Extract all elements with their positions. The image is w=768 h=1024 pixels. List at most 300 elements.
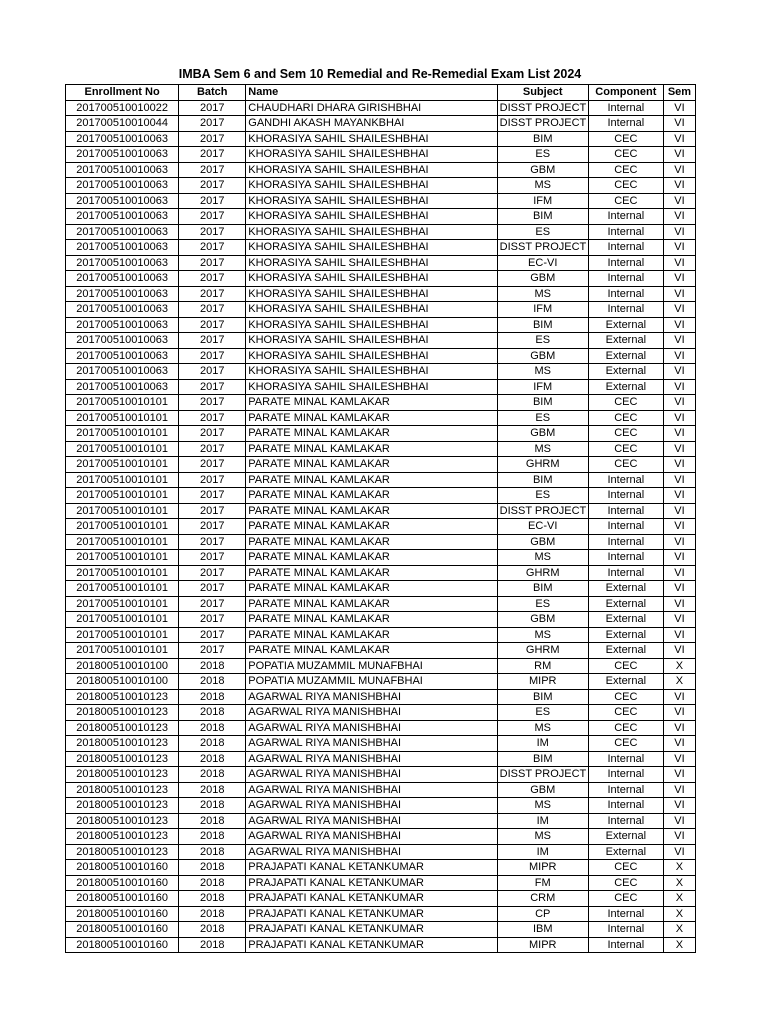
component-cell: Internal — [588, 472, 663, 488]
name-cell: GANDHI AKASH MAYANKBHAI — [246, 116, 497, 132]
name-cell: PARATE MINAL KAMLAKAR — [246, 643, 497, 659]
sem-cell: VI — [663, 441, 695, 457]
batch-cell: 2017 — [179, 147, 246, 163]
sem-cell: VI — [663, 503, 695, 519]
subject-cell: DISST PROJECT — [497, 767, 588, 783]
sem-cell: VI — [663, 581, 695, 597]
table-row — [66, 736, 696, 752]
table-row — [66, 534, 696, 550]
component-cell: Internal — [588, 519, 663, 535]
name-cell: POPATIA MUZAMMIL MUNAFBHAI — [246, 674, 497, 690]
enrollment-no-cell: 201700510010063 — [66, 271, 179, 287]
subject-cell: MS — [497, 829, 588, 845]
sem-cell: VI — [663, 782, 695, 798]
batch-cell: 2017 — [179, 581, 246, 597]
enrollment-no-cell: 201700510010101 — [66, 395, 179, 411]
subject-cell: IFM — [497, 193, 588, 209]
subject-cell: MS — [497, 286, 588, 302]
sem-cell: VI — [663, 240, 695, 256]
batch-cell: 2017 — [179, 116, 246, 132]
table-row — [66, 782, 696, 798]
name-cell: PARATE MINAL KAMLAKAR — [246, 503, 497, 519]
name-cell: PARATE MINAL KAMLAKAR — [246, 426, 497, 442]
batch-cell: 2017 — [179, 240, 246, 256]
table-row — [66, 798, 696, 814]
name-cell: PRAJAPATI KANAL KETANKUMAR — [246, 891, 497, 907]
enrollment-no-cell: 201700510010101 — [66, 519, 179, 535]
batch-cell: 2017 — [179, 162, 246, 178]
component-cell: Internal — [588, 565, 663, 581]
table-row — [66, 116, 696, 132]
enrollment-no-cell: 201800510010160 — [66, 891, 179, 907]
sem-cell: X — [663, 906, 695, 922]
enrollment-no-cell: 201700510010063 — [66, 209, 179, 225]
component-cell: CEC — [588, 720, 663, 736]
subject-cell: MS — [497, 441, 588, 457]
batch-cell: 2018 — [179, 875, 246, 891]
name-cell: KHORASIYA SAHIL SHAILESHBHAI — [246, 317, 497, 333]
subject-cell: ES — [497, 596, 588, 612]
sem-cell: VI — [663, 829, 695, 845]
name-cell: KHORASIYA SAHIL SHAILESHBHAI — [246, 348, 497, 364]
component-cell: Internal — [588, 209, 663, 225]
batch-cell: 2017 — [179, 596, 246, 612]
sem-cell: VI — [663, 534, 695, 550]
sem-cell: VI — [663, 317, 695, 333]
component-cell: External — [588, 596, 663, 612]
batch-cell: 2018 — [179, 798, 246, 814]
name-cell: AGARWAL RIYA MANISHBHAI — [246, 813, 497, 829]
subject-cell: IBM — [497, 922, 588, 938]
subject-cell: GHRM — [497, 457, 588, 473]
table-row — [66, 193, 696, 209]
enrollment-no-cell: 201700510010063 — [66, 193, 179, 209]
enrollment-no-cell: 201700510010101 — [66, 565, 179, 581]
sem-cell: VI — [663, 395, 695, 411]
component-cell: Internal — [588, 767, 663, 783]
name-cell: PARATE MINAL KAMLAKAR — [246, 457, 497, 473]
name-cell: KHORASIYA SAHIL SHAILESHBHAI — [246, 209, 497, 225]
component-cell: External — [588, 612, 663, 628]
name-cell: KHORASIYA SAHIL SHAILESHBHAI — [246, 224, 497, 240]
name-cell: PARATE MINAL KAMLAKAR — [246, 488, 497, 504]
table-row — [66, 612, 696, 628]
subject-cell: MS — [497, 550, 588, 566]
sem-cell: VI — [663, 271, 695, 287]
subject-cell: MS — [497, 798, 588, 814]
batch-cell: 2018 — [179, 937, 246, 953]
enrollment-no-cell: 201700510010101 — [66, 426, 179, 442]
subject-cell: IM — [497, 844, 588, 860]
enrollment-no-cell: 201800510010123 — [66, 798, 179, 814]
component-cell: Internal — [588, 100, 663, 116]
component-cell: CEC — [588, 441, 663, 457]
batch-cell: 2017 — [179, 550, 246, 566]
component-cell: Internal — [588, 798, 663, 814]
subject-cell: ES — [497, 705, 588, 721]
table-body — [66, 100, 696, 953]
sem-cell: VI — [663, 131, 695, 147]
batch-cell: 2017 — [179, 178, 246, 194]
sem-cell: VI — [663, 519, 695, 535]
sem-cell: VI — [663, 720, 695, 736]
batch-cell: 2018 — [179, 829, 246, 845]
enrollment-no-cell: 201800510010160 — [66, 875, 179, 891]
table-row — [66, 426, 696, 442]
component-cell: Internal — [588, 751, 663, 767]
enrollment-no-cell: 201800510010123 — [66, 689, 179, 705]
table-row — [66, 286, 696, 302]
header-enrollment-no: Enrollment No — [66, 85, 179, 101]
component-cell: CEC — [588, 705, 663, 721]
name-cell: PARATE MINAL KAMLAKAR — [246, 612, 497, 628]
table-row — [66, 751, 696, 767]
enrollment-no-cell: 201700510010101 — [66, 534, 179, 550]
subject-cell: MIPR — [497, 860, 588, 876]
component-cell: Internal — [588, 224, 663, 240]
sem-cell: VI — [663, 844, 695, 860]
sem-cell: VI — [663, 193, 695, 209]
name-cell: AGARWAL RIYA MANISHBHAI — [246, 720, 497, 736]
enrollment-no-cell: 201700510010101 — [66, 457, 179, 473]
batch-cell: 2018 — [179, 720, 246, 736]
batch-cell: 2017 — [179, 379, 246, 395]
table-row — [66, 581, 696, 597]
enrollment-no-cell: 201800510010160 — [66, 922, 179, 938]
name-cell: PARATE MINAL KAMLAKAR — [246, 472, 497, 488]
table-row — [66, 379, 696, 395]
sem-cell: VI — [663, 426, 695, 442]
subject-cell: IM — [497, 736, 588, 752]
table-row — [66, 643, 696, 659]
name-cell: KHORASIYA SAHIL SHAILESHBHAI — [246, 333, 497, 349]
table-row — [66, 441, 696, 457]
sem-cell: VI — [663, 767, 695, 783]
table-row — [66, 302, 696, 318]
sem-cell: VI — [663, 100, 695, 116]
name-cell: KHORASIYA SAHIL SHAILESHBHAI — [246, 364, 497, 380]
name-cell: PRAJAPATI KANAL KETANKUMAR — [246, 875, 497, 891]
table-row — [66, 178, 696, 194]
component-cell: CEC — [588, 147, 663, 163]
subject-cell: BIM — [497, 209, 588, 225]
enrollment-no-cell: 201700510010101 — [66, 410, 179, 426]
enrollment-no-cell: 201800510010123 — [66, 782, 179, 798]
header-name: Name — [246, 85, 497, 101]
component-cell: External — [588, 581, 663, 597]
enrollment-no-cell: 201700510010063 — [66, 240, 179, 256]
table-row — [66, 937, 696, 953]
batch-cell: 2018 — [179, 751, 246, 767]
enrollment-no-cell: 201700510010063 — [66, 255, 179, 271]
sem-cell: VI — [663, 705, 695, 721]
table-row — [66, 364, 696, 380]
name-cell: PARATE MINAL KAMLAKAR — [246, 596, 497, 612]
batch-cell: 2018 — [179, 658, 246, 674]
sem-cell: VI — [663, 751, 695, 767]
batch-cell: 2017 — [179, 488, 246, 504]
name-cell: PARATE MINAL KAMLAKAR — [246, 519, 497, 535]
component-cell: CEC — [588, 193, 663, 209]
component-cell: External — [588, 627, 663, 643]
table-row — [66, 209, 696, 225]
name-cell: POPATIA MUZAMMIL MUNAFBHAI — [246, 658, 497, 674]
sem-cell: X — [663, 860, 695, 876]
component-cell: Internal — [588, 813, 663, 829]
enrollment-no-cell: 201800510010123 — [66, 736, 179, 752]
table-row — [66, 720, 696, 736]
subject-cell: IFM — [497, 379, 588, 395]
component-cell: CEC — [588, 875, 663, 891]
name-cell: KHORASIYA SAHIL SHAILESHBHAI — [246, 286, 497, 302]
subject-cell: BIM — [497, 317, 588, 333]
table-header-row — [66, 85, 696, 101]
table-row — [66, 813, 696, 829]
component-cell: External — [588, 674, 663, 690]
subject-cell: EC-VI — [497, 519, 588, 535]
enrollment-no-cell: 201700510010063 — [66, 379, 179, 395]
table-row — [66, 658, 696, 674]
subject-cell: GBM — [497, 426, 588, 442]
component-cell: CEC — [588, 410, 663, 426]
enrollment-no-cell: 201700510010101 — [66, 581, 179, 597]
name-cell: KHORASIYA SAHIL SHAILESHBHAI — [246, 162, 497, 178]
enrollment-no-cell: 201700510010101 — [66, 472, 179, 488]
table-row — [66, 488, 696, 504]
enrollment-no-cell: 201700510010063 — [66, 286, 179, 302]
component-cell: Internal — [588, 906, 663, 922]
batch-cell: 2017 — [179, 286, 246, 302]
sem-cell: VI — [663, 472, 695, 488]
sem-cell: X — [663, 922, 695, 938]
batch-cell: 2017 — [179, 131, 246, 147]
component-cell: Internal — [588, 550, 663, 566]
name-cell: CHAUDHARI DHARA GIRISHBHAI — [246, 100, 497, 116]
table-row — [66, 550, 696, 566]
batch-cell: 2018 — [179, 674, 246, 690]
component-cell: Internal — [588, 503, 663, 519]
component-cell: CEC — [588, 162, 663, 178]
subject-cell: MS — [497, 627, 588, 643]
batch-cell: 2017 — [179, 441, 246, 457]
sem-cell: VI — [663, 364, 695, 380]
table-row — [66, 503, 696, 519]
table-row — [66, 333, 696, 349]
name-cell: KHORASIYA SAHIL SHAILESHBHAI — [246, 147, 497, 163]
enrollment-no-cell: 201800510010123 — [66, 767, 179, 783]
enrollment-no-cell: 201700510010101 — [66, 643, 179, 659]
batch-cell: 2017 — [179, 348, 246, 364]
name-cell: AGARWAL RIYA MANISHBHAI — [246, 844, 497, 860]
enrollment-no-cell: 201700510010063 — [66, 162, 179, 178]
name-cell: AGARWAL RIYA MANISHBHAI — [246, 689, 497, 705]
subject-cell: ES — [497, 333, 588, 349]
name-cell: PARATE MINAL KAMLAKAR — [246, 534, 497, 550]
component-cell: External — [588, 364, 663, 380]
name-cell: AGARWAL RIYA MANISHBHAI — [246, 767, 497, 783]
subject-cell: GHRM — [497, 643, 588, 659]
component-cell: Internal — [588, 286, 663, 302]
enrollment-no-cell: 201700510010063 — [66, 302, 179, 318]
sem-cell: VI — [663, 457, 695, 473]
table-row — [66, 131, 696, 147]
component-cell: Internal — [588, 302, 663, 318]
subject-cell: GBM — [497, 348, 588, 364]
table-row — [66, 224, 696, 240]
table-row — [66, 100, 696, 116]
name-cell: PRAJAPATI KANAL KETANKUMAR — [246, 937, 497, 953]
name-cell: KHORASIYA SAHIL SHAILESHBHAI — [246, 240, 497, 256]
sem-cell: X — [663, 658, 695, 674]
sem-cell: VI — [663, 565, 695, 581]
name-cell: AGARWAL RIYA MANISHBHAI — [246, 736, 497, 752]
subject-cell: RM — [497, 658, 588, 674]
subject-cell: MS — [497, 720, 588, 736]
enrollment-no-cell: 201700510010101 — [66, 550, 179, 566]
table-row — [66, 829, 696, 845]
batch-cell: 2017 — [179, 317, 246, 333]
table-row — [66, 348, 696, 364]
batch-cell: 2018 — [179, 689, 246, 705]
subject-cell: GBM — [497, 782, 588, 798]
enrollment-no-cell: 201700510010101 — [66, 596, 179, 612]
subject-cell: DISST PROJECT — [497, 240, 588, 256]
name-cell: KHORASIYA SAHIL SHAILESHBHAI — [246, 302, 497, 318]
table-row — [66, 255, 696, 271]
component-cell: Internal — [588, 782, 663, 798]
sem-cell: VI — [663, 286, 695, 302]
sem-cell: VI — [663, 689, 695, 705]
table-row — [66, 596, 696, 612]
subject-cell: CRM — [497, 891, 588, 907]
name-cell: PARATE MINAL KAMLAKAR — [246, 581, 497, 597]
sem-cell: VI — [663, 550, 695, 566]
name-cell: PRAJAPATI KANAL KETANKUMAR — [246, 906, 497, 922]
subject-cell: BIM — [497, 395, 588, 411]
batch-cell: 2018 — [179, 705, 246, 721]
table-row — [66, 565, 696, 581]
component-cell: External — [588, 333, 663, 349]
subject-cell: BIM — [497, 581, 588, 597]
batch-cell: 2018 — [179, 906, 246, 922]
enrollment-no-cell: 201700510010063 — [66, 131, 179, 147]
sem-cell: VI — [663, 333, 695, 349]
name-cell: PRAJAPATI KANAL KETANKUMAR — [246, 860, 497, 876]
batch-cell: 2017 — [179, 643, 246, 659]
enrollment-no-cell: 201800510010123 — [66, 844, 179, 860]
batch-cell: 2017 — [179, 224, 246, 240]
header-subject: Subject — [497, 85, 588, 101]
enrollment-no-cell: 201800510010160 — [66, 906, 179, 922]
name-cell: PARATE MINAL KAMLAKAR — [246, 441, 497, 457]
name-cell: PARATE MINAL KAMLAKAR — [246, 565, 497, 581]
component-cell: CEC — [588, 178, 663, 194]
table-row — [66, 457, 696, 473]
enrollment-no-cell: 201700510010101 — [66, 488, 179, 504]
enrollment-no-cell: 201700510010044 — [66, 116, 179, 132]
name-cell: PARATE MINAL KAMLAKAR — [246, 627, 497, 643]
table-row — [66, 844, 696, 860]
table-row — [66, 519, 696, 535]
name-cell: KHORASIYA SAHIL SHAILESHBHAI — [246, 379, 497, 395]
batch-cell: 2017 — [179, 302, 246, 318]
component-cell: Internal — [588, 255, 663, 271]
sem-cell: VI — [663, 410, 695, 426]
component-cell: CEC — [588, 736, 663, 752]
sem-cell: VI — [663, 348, 695, 364]
table-row — [66, 162, 696, 178]
enrollment-no-cell: 201700510010063 — [66, 147, 179, 163]
subject-cell: MIPR — [497, 674, 588, 690]
enrollment-no-cell: 201700510010101 — [66, 627, 179, 643]
subject-cell: DISST PROJECT — [497, 503, 588, 519]
subject-cell: ES — [497, 488, 588, 504]
table-row — [66, 674, 696, 690]
enrollment-no-cell: 201700510010101 — [66, 503, 179, 519]
batch-cell: 2018 — [179, 922, 246, 938]
sem-cell: X — [663, 674, 695, 690]
batch-cell: 2017 — [179, 627, 246, 643]
component-cell: CEC — [588, 457, 663, 473]
component-cell: CEC — [588, 860, 663, 876]
enrollment-no-cell: 201800510010123 — [66, 705, 179, 721]
subject-cell: MIPR — [497, 937, 588, 953]
subject-cell: ES — [497, 224, 588, 240]
name-cell: AGARWAL RIYA MANISHBHAI — [246, 751, 497, 767]
table-row — [66, 689, 696, 705]
name-cell: PARATE MINAL KAMLAKAR — [246, 550, 497, 566]
subject-cell: BIM — [497, 472, 588, 488]
table-row — [66, 875, 696, 891]
subject-cell: EC-VI — [497, 255, 588, 271]
sem-cell: VI — [663, 255, 695, 271]
enrollment-no-cell: 201800510010160 — [66, 937, 179, 953]
enrollment-no-cell: 201700510010101 — [66, 612, 179, 628]
sem-cell: VI — [663, 178, 695, 194]
document-title: IMBA Sem 6 and Sem 10 Remedial and Re-Remedial Exam List 2024 — [178, 67, 582, 81]
subject-cell: MS — [497, 364, 588, 380]
enrollment-no-cell: 201700510010063 — [66, 348, 179, 364]
name-cell: AGARWAL RIYA MANISHBHAI — [246, 782, 497, 798]
subject-cell: GHRM — [497, 565, 588, 581]
sem-cell: X — [663, 891, 695, 907]
enrollment-no-cell: 201800510010123 — [66, 751, 179, 767]
sem-cell: X — [663, 875, 695, 891]
sem-cell: VI — [663, 488, 695, 504]
exam-list-table — [65, 84, 696, 953]
table-row — [66, 860, 696, 876]
component-cell: Internal — [588, 116, 663, 132]
component-cell: Internal — [588, 922, 663, 938]
batch-cell: 2017 — [179, 333, 246, 349]
table-row — [66, 922, 696, 938]
header-component: Component — [588, 85, 663, 101]
sem-cell: VI — [663, 116, 695, 132]
sem-cell: VI — [663, 596, 695, 612]
subject-cell: GBM — [497, 162, 588, 178]
enrollment-no-cell: 201700510010063 — [66, 178, 179, 194]
name-cell: AGARWAL RIYA MANISHBHAI — [246, 705, 497, 721]
sem-cell: VI — [663, 612, 695, 628]
component-cell: CEC — [588, 891, 663, 907]
subject-cell: FM — [497, 875, 588, 891]
enrollment-no-cell: 201700510010063 — [66, 317, 179, 333]
batch-cell: 2017 — [179, 100, 246, 116]
component-cell: Internal — [588, 240, 663, 256]
batch-cell: 2018 — [179, 813, 246, 829]
batch-cell: 2017 — [179, 565, 246, 581]
enrollment-no-cell: 201800510010123 — [66, 829, 179, 845]
